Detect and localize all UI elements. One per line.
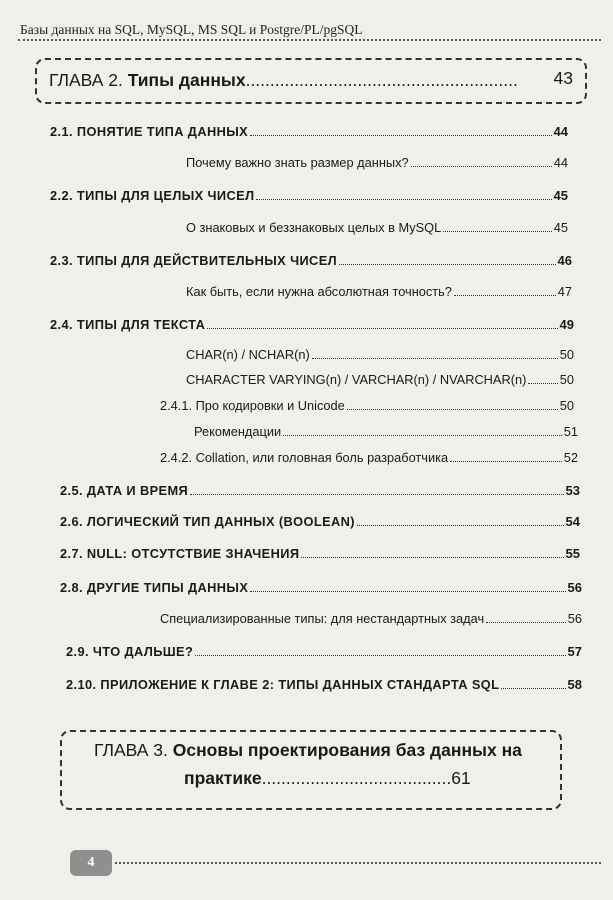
toc-entry-page: 56 [567,580,582,595]
dot-leader [411,166,552,167]
toc-entry-title: CHAR(n) / NCHAR(n) [186,347,310,362]
dot-leader [256,199,551,200]
dot-leader [347,409,558,410]
toc-entry-2-4[interactable] [50,317,574,332]
toc-entry-varchar[interactable] [186,372,574,387]
dot-leader [250,135,551,136]
toc-entry-2-1[interactable] [50,124,568,139]
toc-entry-title: 2.4.2. Collation, или головная боль разработчика [160,450,449,465]
dot-leader [339,264,556,265]
toc-entry-2-8[interactable] [60,580,582,595]
toc-entry-title: Почему важно знать размер данных? [186,155,409,170]
toc-entry-title: Рекомендации [194,424,282,439]
toc-entry-2-7[interactable] [60,546,580,561]
dot-leader [195,655,565,656]
dot-leader [501,688,565,689]
chapter-3-heading-line2 [184,768,471,789]
chapter-2-heading [49,70,518,91]
toc-entry-title: Специализированные типы: для нестандартных задач [160,611,485,626]
page-number: 4 [70,850,112,876]
dot-leader [443,231,552,232]
toc-entry-title: 2.4.1. Про кодировки и Unicode [160,398,345,413]
toc-entry-title: 2.6. ЛОГИЧЕСКИЙ ТИП ДАННЫХ (BOOLEAN) [60,514,355,529]
toc-entry-2-6[interactable] [60,514,580,529]
toc-entry-page: 58 [567,677,582,692]
chapter-3-page: 61 [451,768,471,788]
toc-entry-signed-unsigned[interactable] [186,220,568,235]
toc-entry-title: 2.1. ПОНЯТИЕ ТИПА ДАННЫХ [50,124,249,139]
toc-entry-page: 55 [565,546,580,561]
dot-leader [207,328,557,329]
chapter-3-leader: ....................................... [261,768,452,788]
toc-entry-page: 47 [557,284,572,299]
footer-divider [115,862,601,864]
toc-entry-absolute-precision[interactable] [186,284,572,299]
chapter-2-page: 43 [553,68,573,88]
dot-leader [486,622,566,623]
toc-entry-specialized[interactable] [160,611,582,626]
toc-entry-char[interactable] [186,347,574,362]
chapter-2-name: Типы данных [127,70,246,90]
toc-entry-2-10[interactable] [66,677,582,692]
toc-entry-recommendations[interactable] [194,424,578,439]
toc-entry-title: 2.7. NULL: ОТСУТСТВИЕ ЗНАЧЕНИЯ [60,546,300,561]
header-divider [18,39,601,41]
dot-leader [301,557,563,558]
toc-entry-title: CHARACTER VARYING(n) / VARCHAR(n) / NVARCHAR(n) [186,372,527,387]
toc-entry-page: 57 [567,644,582,659]
toc-entry-2-5[interactable] [60,483,580,498]
dot-leader [454,295,556,296]
toc-entry-page: 56 [567,611,582,626]
toc-entry-2-4-2[interactable] [160,450,578,465]
dot-leader [250,591,565,592]
chapter-2-prefix: ГЛАВА 2. [49,70,123,90]
toc-entry-title: 2.2. ТИПЫ ДЛЯ ЦЕЛЫХ ЧИСЕЛ [50,188,255,203]
dot-leader [283,435,562,436]
running-header: Базы данных на SQL, MySQL, MS SQL и Postgre/PL/pgSQL [20,22,363,37]
dot-leader [312,358,558,359]
toc-entry-page: 51 [563,424,578,439]
toc-entry-page: 50 [559,347,574,362]
dot-leader [450,461,562,462]
toc-entry-title: 2.4. ТИПЫ ДЛЯ ТЕКСТА [50,317,206,332]
toc-entry-2-9[interactable] [66,644,582,659]
toc-entry-page: 50 [559,372,574,387]
chapter-2-leader: ........................................................ [245,70,518,90]
toc-entry-page: 50 [559,398,574,413]
toc-entry-page: 54 [565,514,580,529]
toc-entry-page: 53 [565,483,580,498]
toc-entry-2-4-1[interactable] [160,398,574,413]
toc-entry-page: 44 [553,155,568,170]
chapter-2-box[interactable] [35,58,587,104]
toc-entry-page: 44 [553,124,568,139]
chapter-3-name-cont: практике [184,768,262,788]
toc-entry-title: 2.10. ПРИЛОЖЕНИЕ К ГЛАВЕ 2: ТИПЫ ДАННЫХ СТАНДАРТА SQL [66,677,500,692]
toc-entry-page: 49 [559,317,574,332]
toc-entry-title: Как быть, если нужна абсолютная точность? [186,284,452,299]
toc-entry-page: 45 [553,220,568,235]
toc-entry-title: 2.5. ДАТА И ВРЕМЯ [60,483,189,498]
toc-entry-page: 45 [553,188,568,203]
chapter-3-box[interactable] [60,730,562,810]
chapter-3-heading-line1 [94,740,522,761]
chapter-3-name: Основы проектирования баз данных на [172,740,522,760]
toc-entry-2-3[interactable] [50,253,572,268]
toc-entry-why-size[interactable] [186,155,568,170]
toc-entry-2-2[interactable] [50,188,568,203]
toc-entry-page: 46 [557,253,572,268]
toc-entry-title: 2.3. ТИПЫ ДЛЯ ДЕЙСТВИТЕЛЬНЫХ ЧИСЕЛ [50,253,338,268]
toc-entry-title: О знаковых и беззнаковых целых в MySQL [186,220,442,235]
toc-entry-page: 52 [563,450,578,465]
dot-leader [528,383,557,384]
toc-entry-title: 2.8. ДРУГИЕ ТИПЫ ДАННЫХ [60,580,249,595]
chapter-3-prefix: ГЛАВА 3. [94,740,168,760]
toc-entry-title: 2.9. ЧТО ДАЛЬШЕ? [66,644,194,659]
dot-leader [190,494,563,495]
dot-leader [357,525,564,526]
